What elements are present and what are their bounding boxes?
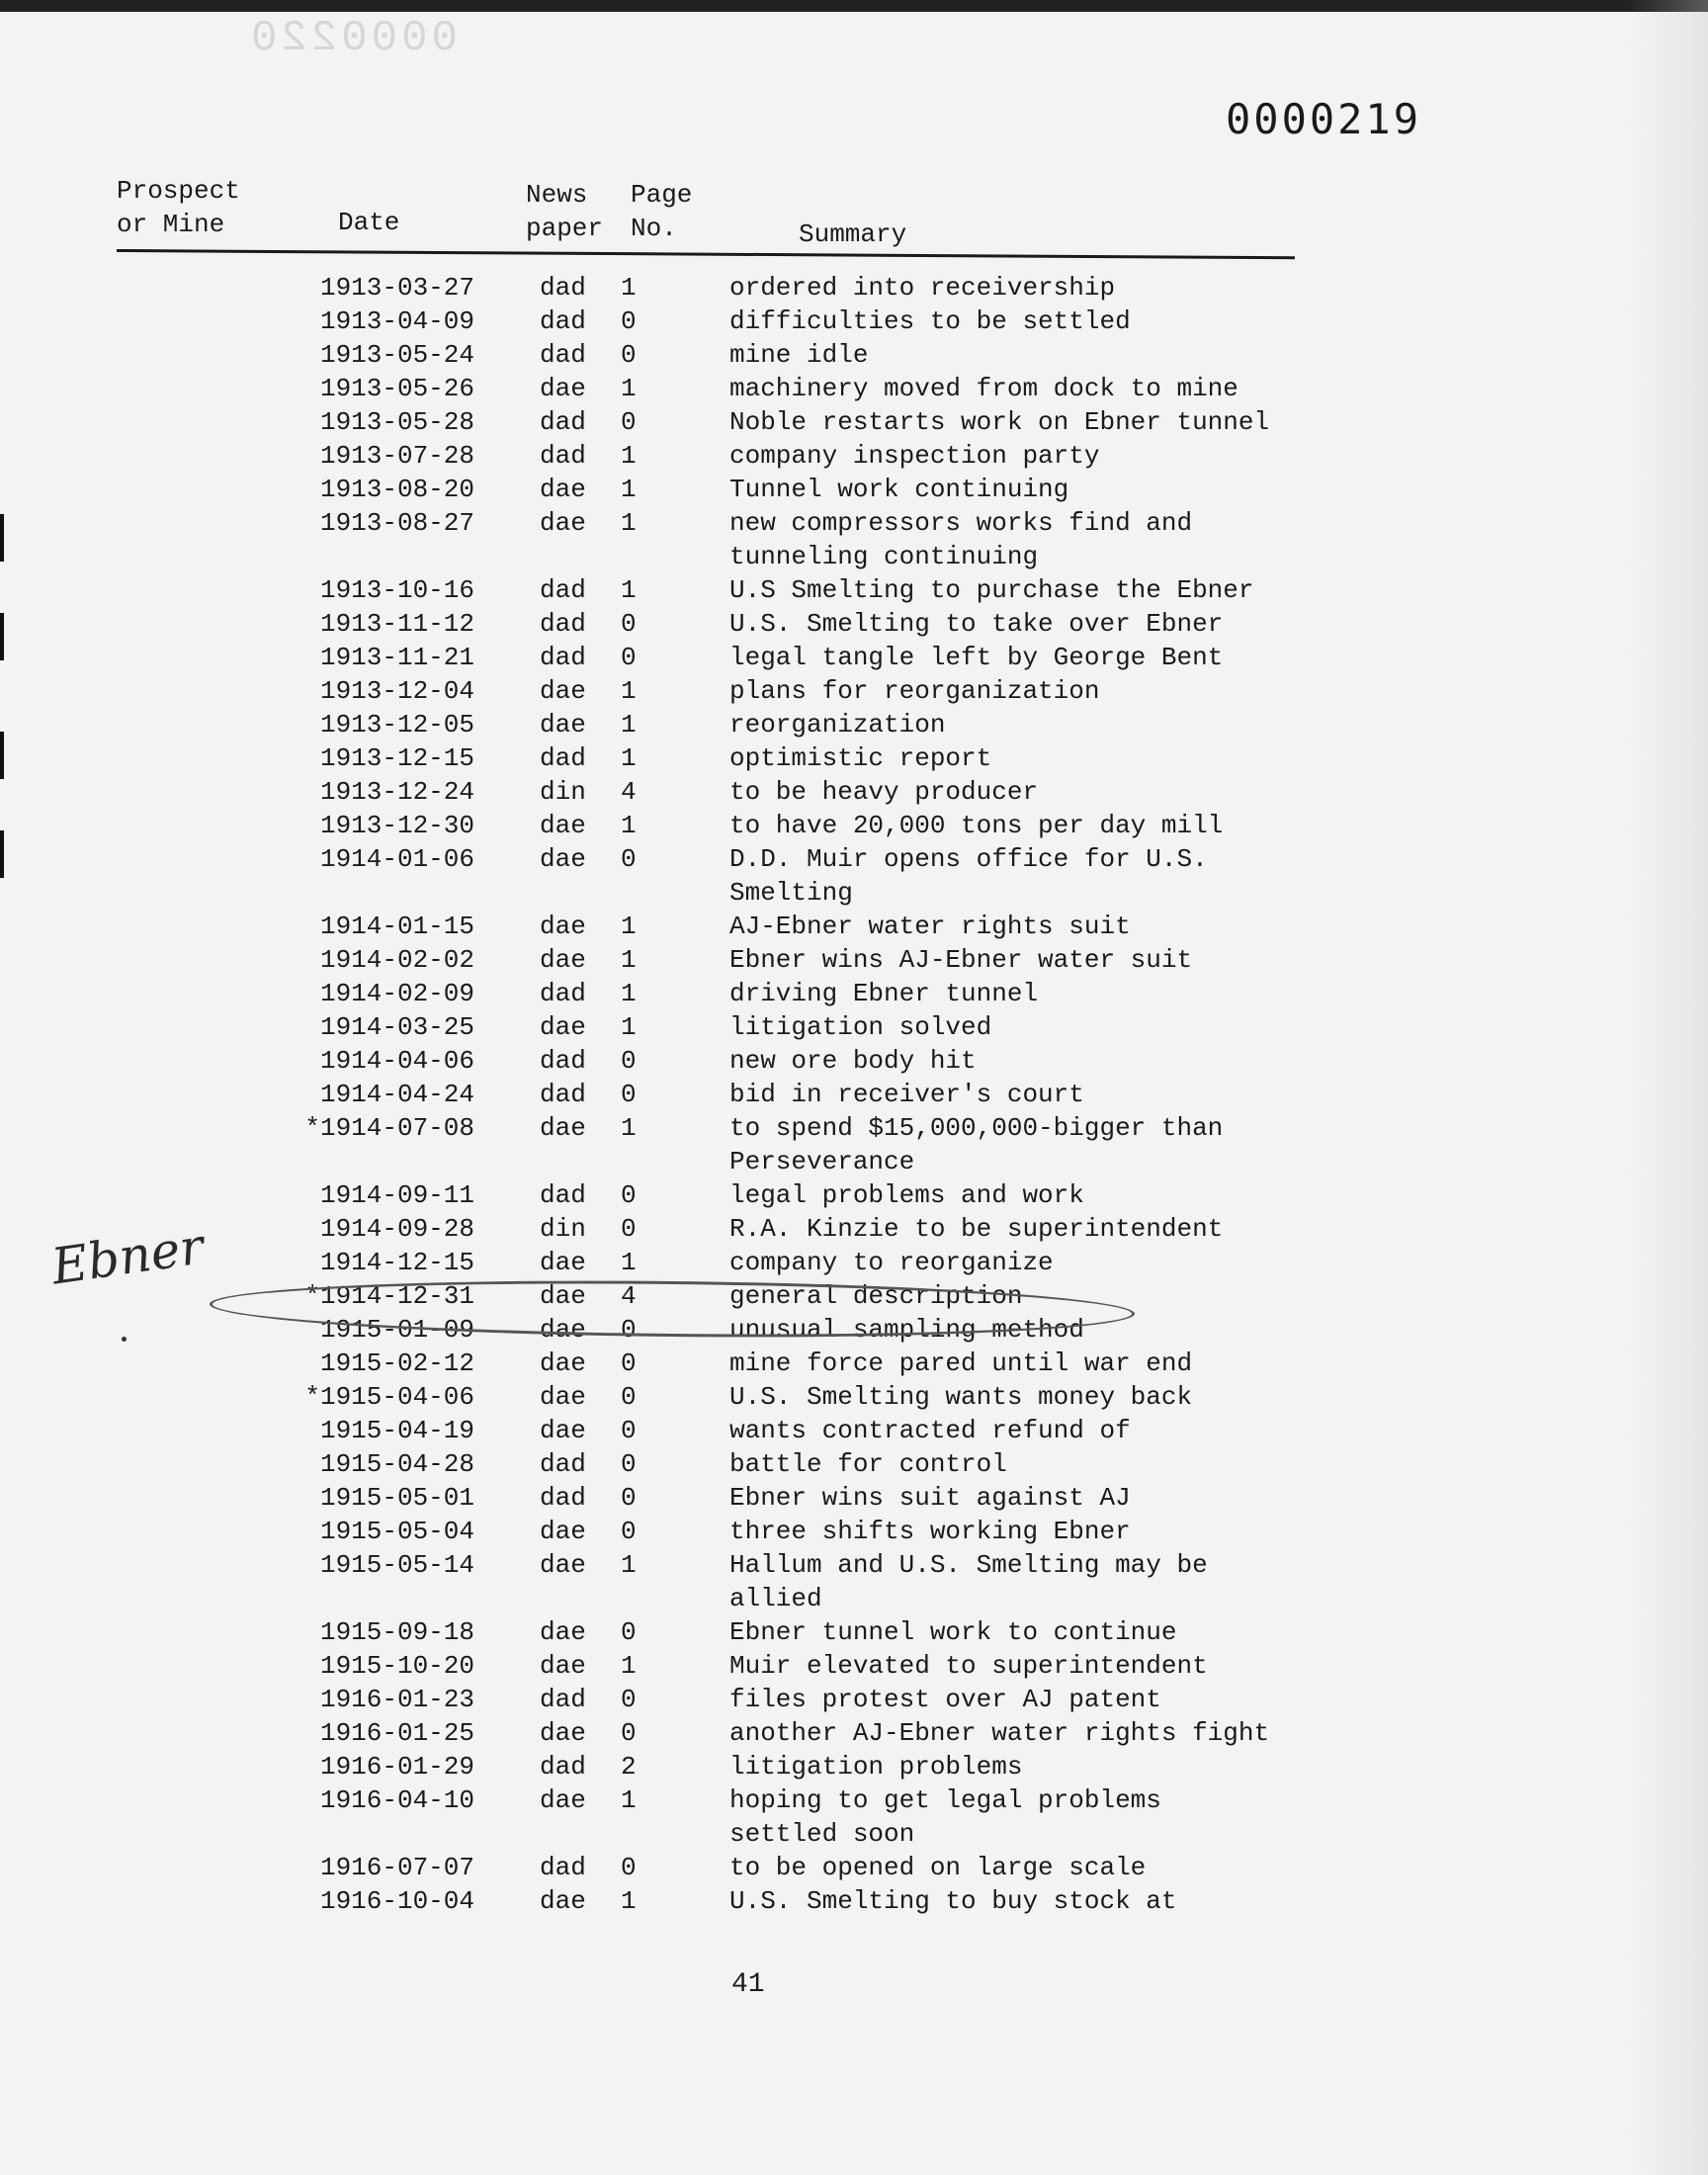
entry-date: 1914-01-06 (319, 844, 474, 874)
entry-newspaper: dae (540, 1315, 586, 1345)
table-row-continuation (0, 1819, 1708, 1853)
table-row (0, 1416, 1708, 1449)
entry-summary: AJ-Ebner water rights suit (729, 912, 1131, 941)
entry-summary: U.S. Smelting to buy stock at (729, 1886, 1177, 1916)
entries-table (0, 273, 1708, 1920)
entry-page: 4 (621, 777, 637, 807)
entry-date: 1913-05-26 (319, 374, 474, 403)
entry-date: 1916-07-07 (319, 1853, 474, 1882)
table-row (0, 1853, 1708, 1886)
table-row (0, 306, 1708, 340)
table-row (0, 441, 1708, 475)
entry-summary: general description (729, 1281, 1023, 1311)
entry-newspaper: dae (540, 1012, 586, 1042)
entry-page: 4 (621, 1281, 637, 1311)
entry-summary-continued: allied (729, 1584, 822, 1613)
entry-newspaper: dad (540, 1752, 586, 1782)
entry-summary: U.S. Smelting wants money back (729, 1382, 1193, 1412)
entry-page: 0 (621, 306, 637, 336)
entry-date: 1915-04-28 (319, 1449, 474, 1479)
entry-summary-continued: Smelting (729, 878, 853, 908)
header-date: Date (338, 208, 400, 237)
entry-newspaper: dae (540, 1651, 586, 1681)
entry-summary: to be heavy producer (729, 777, 1039, 807)
entry-date: 1914-02-09 (319, 979, 474, 1008)
entry-newspaper: dae (540, 676, 586, 706)
entry-page: 0 (621, 1180, 637, 1210)
entry-newspaper: dae (540, 945, 586, 975)
table-row (0, 1517, 1708, 1550)
table-row (0, 1483, 1708, 1517)
entry-summary: new ore body hit (729, 1046, 977, 1076)
entry-date: 1916-01-23 (319, 1685, 474, 1714)
table-row (0, 508, 1708, 542)
entry-date: 1914-09-11 (319, 1180, 474, 1210)
entry-summary: Hallum and U.S. Smelting may be (729, 1550, 1208, 1580)
entry-summary: Tunnel work continuing (729, 475, 1069, 504)
entry-summary-continued: tunneling continuing (729, 542, 1039, 571)
header-prospect: Prospect or Mine (117, 176, 240, 239)
entry-newspaper: dad (540, 1483, 586, 1513)
entry-date: 1914-03-25 (319, 1012, 474, 1042)
entry-date: 1913-03-27 (319, 273, 474, 303)
entry-newspaper: dae (540, 1886, 586, 1916)
entry-newspaper: dad (540, 1046, 586, 1076)
entry-newspaper: dad (540, 340, 586, 370)
entry-newspaper: dae (540, 1517, 586, 1546)
entry-date: 1915-05-14 (319, 1550, 474, 1580)
entry-page: 1 (621, 676, 637, 706)
table-row (0, 676, 1708, 710)
entry-newspaper: dad (540, 1853, 586, 1882)
table-row (0, 1886, 1708, 1920)
table-row (0, 340, 1708, 374)
entry-date: 1915-05-04 (319, 1517, 474, 1546)
entry-newspaper: dad (540, 979, 586, 1008)
entry-date: 1913-12-30 (319, 811, 474, 840)
entry-page: 1 (621, 979, 637, 1008)
table-row (0, 407, 1708, 441)
entry-date: 1913-08-27 (319, 508, 474, 538)
table-row-continuation (0, 542, 1708, 575)
table-row (0, 1248, 1708, 1281)
entry-page: 1 (621, 273, 637, 303)
header-summary: Summary (799, 219, 907, 249)
table-row (0, 811, 1708, 844)
entry-newspaper: dad (540, 273, 586, 303)
entry-newspaper: dae (540, 1382, 586, 1412)
entry-page: 1 (621, 475, 637, 504)
entry-summary: litigation problems (729, 1752, 1023, 1782)
entry-date: 1913-11-12 (319, 609, 474, 639)
ink-dot (122, 1337, 127, 1342)
entry-newspaper: dae (540, 1550, 586, 1580)
entry-date: 1915-02-12 (319, 1348, 474, 1378)
table-row (0, 1080, 1708, 1113)
handwritten-note: Ebner (47, 1217, 208, 1296)
entry-page: 1 (621, 743, 637, 773)
entry-summary: litigation solved (729, 1012, 992, 1042)
entry-summary: U.S. Smelting to take over Ebner (729, 609, 1224, 639)
entry-page: 0 (621, 1853, 637, 1882)
entry-newspaper: dad (540, 1080, 586, 1109)
entry-page: 1 (621, 1550, 637, 1580)
entry-summary-continued: Perseverance (729, 1147, 915, 1176)
entry-summary: legal tangle left by George Bent (729, 643, 1224, 672)
table-row-continuation (0, 878, 1708, 912)
table-row-continuation (0, 1584, 1708, 1617)
entry-date: 1915-04-19 (319, 1416, 474, 1445)
entry-date: 1913-12-05 (319, 710, 474, 740)
entry-newspaper: dae (540, 1718, 586, 1748)
entry-date: 1915-10-20 (319, 1651, 474, 1681)
entry-page: 0 (621, 1214, 637, 1244)
entry-newspaper: dae (540, 475, 586, 504)
entry-summary: Ebner wins suit against AJ (729, 1483, 1131, 1513)
entry-summary: files protest over AJ patent (729, 1685, 1161, 1714)
entry-page: 0 (621, 407, 637, 437)
entry-date: 1914-12-15 (319, 1248, 474, 1277)
entry-page: 1 (621, 912, 637, 941)
entry-summary: U.S Smelting to purchase the Ebner (729, 575, 1254, 605)
entry-summary: bid in receiver's court (729, 1080, 1084, 1109)
entry-newspaper: dad (540, 643, 586, 672)
entry-page: 0 (621, 1449, 637, 1479)
entry-page: 1 (621, 1651, 637, 1681)
entry-newspaper: dad (540, 743, 586, 773)
entry-date: 1913-12-04 (319, 676, 474, 706)
entry-summary: mine idle (729, 340, 869, 370)
table-row (0, 945, 1708, 979)
entry-date: 1916-01-29 (319, 1752, 474, 1782)
entry-newspaper: dae (540, 811, 586, 840)
table-row (0, 743, 1708, 777)
bleed-through-number: 0000220 (247, 14, 458, 63)
entry-page: 2 (621, 1752, 637, 1782)
table-row (0, 1046, 1708, 1080)
entry-date: 1913-12-15 (319, 743, 474, 773)
entry-summary: another AJ-Ebner water rights fight (729, 1718, 1270, 1748)
entry-page: 0 (621, 1483, 637, 1513)
table-row (0, 609, 1708, 643)
entry-newspaper: dae (540, 1785, 586, 1815)
entry-summary: mine force pared until war end (729, 1348, 1193, 1378)
entry-page: 0 (621, 1080, 637, 1109)
table-row (0, 1180, 1708, 1214)
table-row (0, 1752, 1708, 1785)
entry-summary: three shifts working Ebner (729, 1517, 1131, 1546)
table-row (0, 1348, 1708, 1382)
entry-summary: to spend $15,000,000-bigger than (729, 1113, 1224, 1143)
table-row (0, 979, 1708, 1012)
entry-date: 1913-10-16 (319, 575, 474, 605)
entry-newspaper: dae (540, 844, 586, 874)
entry-newspaper: din (540, 1214, 586, 1244)
table-row (0, 844, 1708, 878)
entry-summary: unusual sampling method (729, 1315, 1084, 1345)
table-row (0, 475, 1708, 508)
entry-summary: ordered into receivership (729, 273, 1116, 303)
entry-summary: Ebner wins AJ-Ebner water suit (729, 945, 1193, 975)
entry-summary: company inspection party (729, 441, 1100, 471)
entry-newspaper: dad (540, 1180, 586, 1210)
entry-newspaper: dad (540, 575, 586, 605)
header-newspaper: News paper (526, 180, 604, 243)
entry-newspaper: dad (540, 306, 586, 336)
entry-summary: plans for reorganization (729, 676, 1100, 706)
entry-summary: Noble restarts work on Ebner tunnel (729, 407, 1270, 437)
table-row (0, 1651, 1708, 1685)
entry-page: 1 (621, 575, 637, 605)
entry-page: 0 (621, 1517, 637, 1546)
entry-page: 1 (621, 441, 637, 471)
entry-page: 1 (621, 1113, 637, 1143)
entry-summary: difficulties to be settled (729, 306, 1131, 336)
entry-newspaper: dae (540, 1416, 586, 1445)
entry-date: 1913-05-28 (319, 407, 474, 437)
entry-date: 1913-05-24 (319, 340, 474, 370)
table-row (0, 777, 1708, 811)
entry-page: 0 (621, 609, 637, 639)
entry-summary: R.A. Kinzie to be superintendent (729, 1214, 1224, 1244)
entry-date: 1914-01-15 (319, 912, 474, 941)
entry-summary: reorganization (729, 710, 946, 740)
entry-newspaper: din (540, 777, 586, 807)
table-row (0, 1550, 1708, 1584)
table-row (0, 1617, 1708, 1651)
entry-date: 1916-01-25 (319, 1718, 474, 1748)
entry-summary: driving Ebner tunnel (729, 979, 1039, 1008)
entry-summary: legal problems and work (729, 1180, 1084, 1210)
header-rule (117, 249, 1295, 259)
entry-page: 0 (621, 1617, 637, 1647)
entry-page: 0 (621, 1718, 637, 1748)
table-row (0, 1113, 1708, 1147)
entry-page: 0 (621, 1348, 637, 1378)
table-row (0, 710, 1708, 743)
table-row-continuation (0, 1147, 1708, 1180)
entry-summary: D.D. Muir opens office for U.S. (729, 844, 1208, 874)
entry-page: 1 (621, 508, 637, 538)
entry-summary: wants contracted refund of (729, 1416, 1131, 1445)
header-page-no: Page No. (631, 180, 693, 243)
entry-newspaper: dae (540, 1281, 586, 1311)
entry-summary: hoping to get legal problems (729, 1785, 1161, 1815)
entry-date: 1913-12-24 (319, 777, 474, 807)
entry-date: *1914-07-08 (304, 1113, 474, 1143)
entry-date: 1914-09-28 (319, 1214, 474, 1244)
table-row (0, 1449, 1708, 1483)
page-number: 41 (731, 1969, 765, 2000)
entry-page: 0 (621, 1685, 637, 1714)
entry-page: 0 (621, 340, 637, 370)
entry-newspaper: dae (540, 1617, 586, 1647)
entry-page: 1 (621, 1012, 637, 1042)
entry-page: 0 (621, 844, 637, 874)
entry-page: 1 (621, 1785, 637, 1815)
entry-date: 1914-02-02 (319, 945, 474, 975)
entry-newspaper: dad (540, 1685, 586, 1714)
entry-date: 1915-01-09 (319, 1315, 474, 1345)
entry-summary: company to reorganize (729, 1248, 1054, 1277)
entry-summary: to be opened on large scale (729, 1853, 1147, 1882)
entry-newspaper: dae (540, 1248, 586, 1277)
entry-date: *1915-04-06 (304, 1382, 474, 1412)
entry-summary: Muir elevated to superintendent (729, 1651, 1208, 1681)
entry-summary: Ebner tunnel work to continue (729, 1617, 1177, 1647)
entry-newspaper: dad (540, 407, 586, 437)
entry-newspaper: dae (540, 1348, 586, 1378)
table-row (0, 1718, 1708, 1752)
scan-top-edge (0, 0, 1708, 12)
entry-newspaper: dae (540, 508, 586, 538)
entry-newspaper: dad (540, 1449, 586, 1479)
entry-page: 1 (621, 1248, 637, 1277)
entry-date: 1916-04-10 (319, 1785, 474, 1815)
entry-newspaper: dad (540, 609, 586, 639)
entry-page: 0 (621, 1382, 637, 1412)
entry-page: 1 (621, 710, 637, 740)
table-row (0, 273, 1708, 306)
entry-date: 1913-07-28 (319, 441, 474, 471)
entry-page: 1 (621, 945, 637, 975)
entry-page: 0 (621, 1046, 637, 1076)
entry-summary: machinery moved from dock to mine (729, 374, 1238, 403)
entry-summary-continued: settled soon (729, 1819, 915, 1849)
entry-page: 1 (621, 374, 637, 403)
entry-summary: optimistic report (729, 743, 992, 773)
entry-page: 0 (621, 643, 637, 672)
table-row (0, 643, 1708, 676)
entry-date: 1914-04-06 (319, 1046, 474, 1076)
entry-date: *1914-12-31 (304, 1281, 474, 1311)
entry-newspaper: dae (540, 710, 586, 740)
table-row (0, 575, 1708, 609)
entry-date: 1914-04-24 (319, 1080, 474, 1109)
table-row (0, 1382, 1708, 1416)
table-row (0, 1012, 1708, 1046)
entry-date: 1916-10-04 (319, 1886, 474, 1916)
entry-date: 1913-11-21 (319, 643, 474, 672)
table-row (0, 1685, 1708, 1718)
entry-newspaper: dae (540, 374, 586, 403)
document-id: 0000219 (1226, 95, 1422, 143)
table-row (0, 374, 1708, 407)
entry-newspaper: dad (540, 441, 586, 471)
entry-newspaper: dae (540, 912, 586, 941)
entry-date: 1915-09-18 (319, 1617, 474, 1647)
entry-summary: to have 20,000 tons per day mill (729, 811, 1224, 840)
entry-date: 1915-05-01 (319, 1483, 474, 1513)
table-row (0, 1214, 1708, 1248)
table-row (0, 1785, 1708, 1819)
entry-page: 1 (621, 1886, 637, 1916)
entry-page: 0 (621, 1416, 637, 1445)
entry-summary: battle for control (729, 1449, 1007, 1479)
table-row (0, 912, 1708, 945)
entry-date: 1913-08-20 (319, 475, 474, 504)
entry-page: 0 (621, 1315, 637, 1345)
entry-newspaper: dae (540, 1113, 586, 1143)
entry-page: 1 (621, 811, 637, 840)
entry-date: 1913-04-09 (319, 306, 474, 336)
entry-summary: new compressors works find and (729, 508, 1193, 538)
